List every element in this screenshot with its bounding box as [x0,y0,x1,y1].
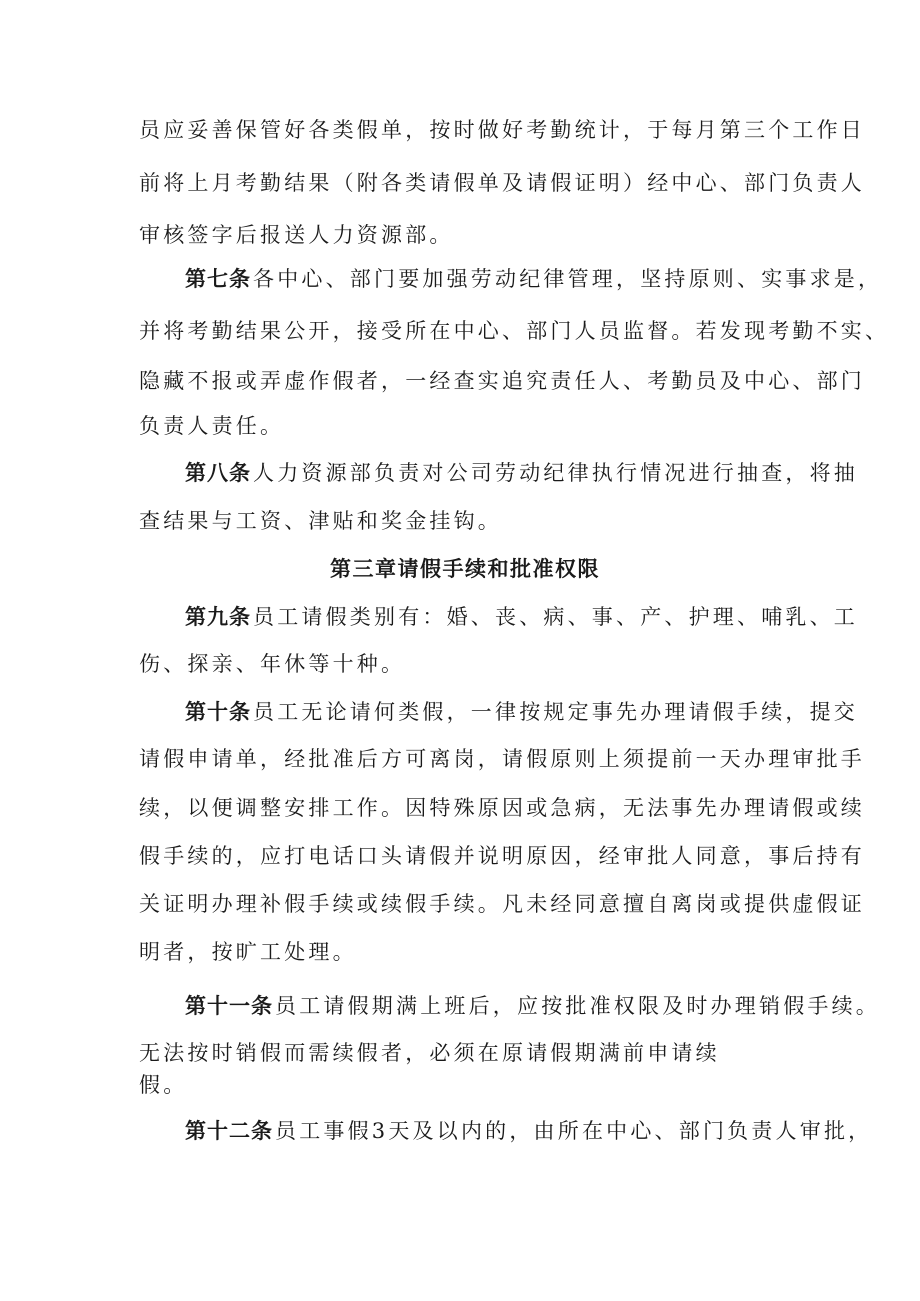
article-7-line-1: 第七条各中心、部门要加强劳动纪律管理，坚持原则、实事求是， [185,267,883,291]
article-11-line-3: 假。 [139,1073,188,1097]
body-line-2: 前将上月考勤结果（附各类请假单及请假证明）经中心、部门负责人 [139,171,865,195]
article-7-line-3: 隐藏不报或弄虚作假者，一经查实追究责任人、考勤员及中心、部门 [139,369,865,393]
chapter-heading: 第三章请假手续和批准权限 [330,557,600,581]
article-9-line-1: 第九条员工请假类别有：婚、丧、病、事、产、护理、哺乳、工 [185,605,858,629]
article-label: 第十条 [185,700,251,724]
article-12-line-1: 第十二条员工事假3天及以内的，由所在中心、部门负责人审批， [185,1119,873,1143]
article-10-line-2: 请假申请单，经批准后方可离岗，请假原则上须提前一天办理审批手 [139,747,865,771]
article-11-line-1: 第十一条员工请假期满上班后，应按批准权限及时办理销假手续。 [185,994,880,1018]
article-10-line-5: 关证明办理补假手续或续假手续。凡未经同意擅自离岗或提供虚假证 [139,892,865,916]
article-7-line-4: 负责人责任。 [139,414,285,438]
article-label: 第十二条 [185,1119,273,1143]
article-8-line-1: 第八条人力资源部负责对公司劳动纪律执行情况进行抽查，将抽 [185,461,858,485]
article-label: 第七条 [185,267,251,291]
article-10-line-4: 假手续的，应打电话口头请假并说明原因，经审批人同意，事后持有 [139,844,865,868]
article-7-line-2: 并将考勤结果公开，接受所在中心、部门人员监督。若发现考勤不实、 [139,319,890,343]
article-8-line-2: 查结果与工资、津贴和奖金挂钩。 [139,509,502,533]
body-line-3: 审核签字后报送人力资源部。 [139,223,454,247]
article-10-line-6: 明者，按旷工处理。 [139,940,357,964]
article-10-line-3: 续，以便调整安排工作。因特殊原因或急病，无法事先办理请假或续 [139,796,865,820]
article-11-line-2: 无法按时销假而需续假者，必须在原请假期满前申请续 [139,1041,720,1065]
article-10-line-1: 第十条员工无论请何类假，一律按规定事先办理请假手续，提交 [185,700,858,724]
article-label: 第九条 [185,605,251,629]
article-label: 第十一条 [185,994,273,1018]
article-9-line-2: 伤、探亲、年休等十种。 [139,652,406,676]
article-label: 第八条 [185,461,251,485]
body-line-1: 员应妥善保管好各类假单，按时做好考勤统计，于每月第三个工作日 [139,118,865,142]
